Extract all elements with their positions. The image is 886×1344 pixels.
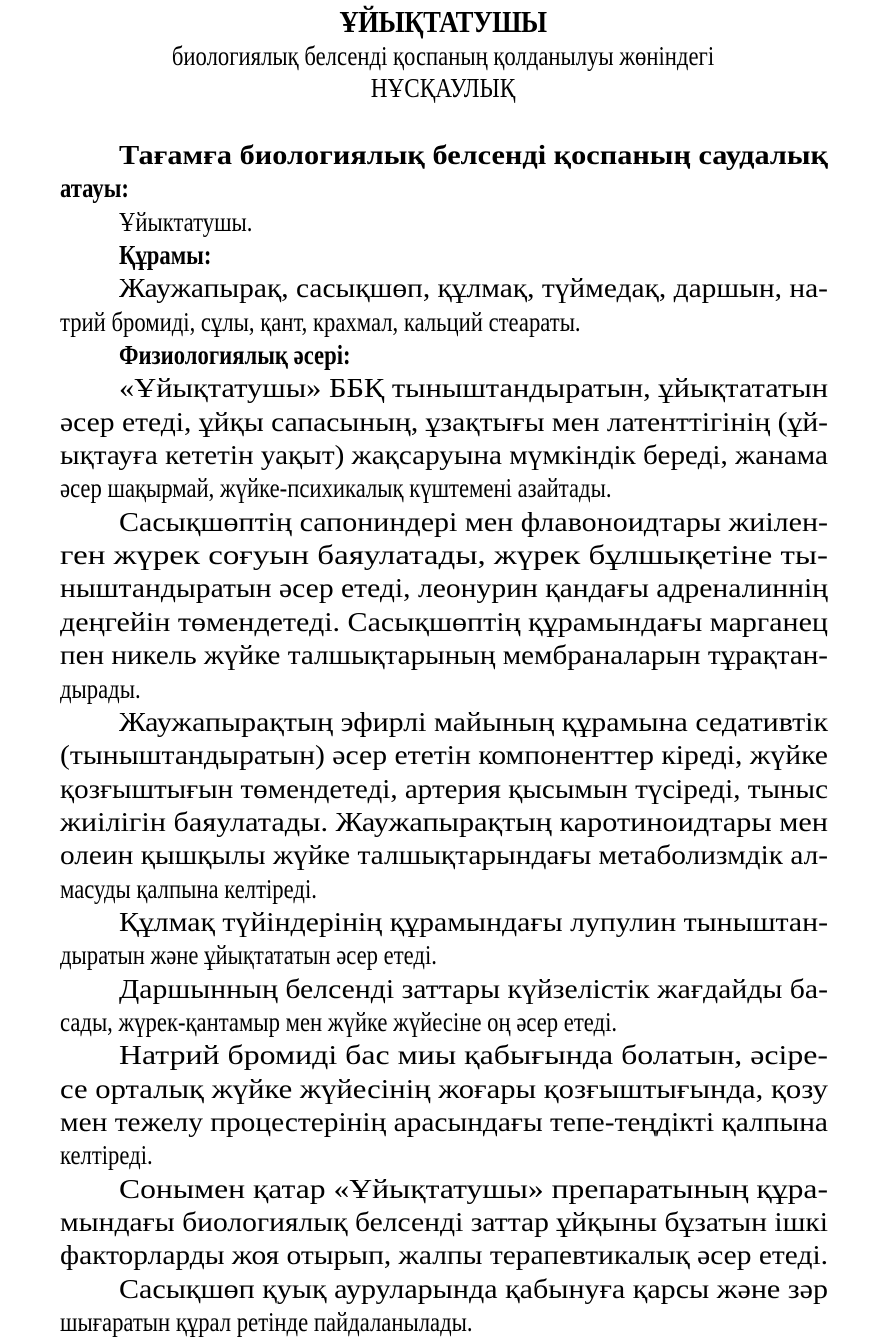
section-heading-text: Физиологиялық әсері: (119, 340, 351, 371)
body-text-line (60, 439, 828, 472)
body-text-line (60, 906, 828, 939)
body-text-line (60, 1173, 828, 1206)
body-text-line (60, 1306, 828, 1339)
body-text-line (60, 206, 828, 239)
paragraph-text: дырады. (60, 673, 141, 704)
paragraph-text: келтіреді. (60, 1140, 153, 1171)
document-subtitle: биологиялық белсенді қоспаның қолданылуы жөніндегі (171, 41, 715, 71)
body-text-line (60, 606, 828, 639)
body-text-line (60, 1073, 828, 1106)
paragraph-text: Сонымен қатар «Ұйықтатушы» препаратының құра- (119, 1173, 828, 1204)
paragraph-text: се орталық жүйке жүйесінің жоғары қозғыштығында, қозу (60, 1073, 828, 1104)
body-text-line (60, 1139, 828, 1172)
paragraph-text: дыратын және ұйықтататын әсер етеді. (60, 940, 437, 971)
body-text-line (60, 673, 828, 706)
paragraph-text: сады, жүрек-қантамыр мен жүйке жүйесіне оң әсер етеді. (60, 1006, 618, 1037)
body-text-line (60, 739, 828, 772)
body-text-line (60, 1039, 828, 1072)
document-body (60, 139, 828, 1339)
paragraph-text: деңгейін төмендетеді. Сасықшөптің құрамындағы марганец (60, 606, 828, 637)
body-text-line (60, 572, 828, 605)
paragraph-text: мындағы биологиялық белсенді заттар ұйқыны бұзатын ішкі (60, 1207, 828, 1237)
body-text-line (60, 939, 828, 972)
paragraph-text: олеин қышқылы жүйке талшықтарындағы метаболизмдік ал- (60, 840, 829, 871)
paragraph-text: шығаратын құрал ретінде пайдаланылады. (60, 1307, 473, 1338)
section-heading-text: атауы: (60, 173, 129, 204)
paragraph-text: Сасықшөп қуық ауруларында қабынуға қарсы және зәр (119, 1273, 828, 1304)
section-heading-line (60, 239, 828, 272)
paragraph-text: пен никель жүйке талшықтарының мембраналарын тұрақтан- (60, 640, 829, 671)
paragraph-text: әсер етеді, ұйқы сапасының, ұзақтығы мен латенттігінің (ұй- (60, 406, 829, 437)
body-text-line (60, 839, 828, 872)
paragraph-text: әсер шақырмай, жүйке-психикалық күштемені азайтады. (60, 473, 612, 504)
paragraph-text: «Ұйықтатушы» ББҚ тыныштандыратын, ұйықтататын (119, 373, 828, 404)
body-text-line (60, 1006, 828, 1039)
body-text-line (60, 873, 828, 906)
paragraph-text: ықтауға кететін уақыт) жақсаруына мүмкіндік береді, жанама (60, 440, 828, 471)
paragraph-text: ген жүрек соғуын баяулатады, жүрек бұлшықетіне ты- (60, 540, 828, 571)
section-heading-line (60, 172, 828, 205)
body-text-line (60, 773, 828, 806)
paragraph-text: Даршынның белсенді заттары күйзелістік жағдайды ба- (119, 973, 829, 1004)
product-title: ҰЙЫҚТАТУШЫ (339, 4, 547, 39)
body-text-line (60, 706, 828, 739)
section-heading-text: Тағамға биологиялық белсенді қоспаның саудалық (119, 140, 829, 170)
body-text-line (60, 472, 828, 505)
document-type-heading: НҰСҚАУЛЫҚ (370, 73, 516, 103)
body-text-line (60, 406, 828, 439)
paragraph-text: (тыныштандыратын) әсер ететін компоненттер кіреді, жүйке (60, 740, 828, 771)
body-text-line (60, 1106, 828, 1139)
paragraph-text: Натрий бромиді бас миы қабығында болатын, әсіре- (119, 1040, 828, 1071)
body-text-line (60, 973, 828, 1006)
body-text-line (60, 539, 828, 572)
section-heading-text: Құрамы: (119, 240, 212, 271)
paragraph-text: масуды қалпына келтіреді. (60, 873, 317, 904)
body-text-line (60, 1273, 828, 1306)
body-text-line (60, 506, 828, 539)
body-text-line (60, 1239, 828, 1272)
paragraph-text: Сасықшөптің сапониндері мен флавоноидтары жиілен- (119, 506, 829, 537)
paragraph-text: мен тежелу процестерінің арасындағы тепе-теңдікті қалпына (60, 1106, 828, 1137)
paragraph-text: ныштандыратын әсер етеді, леонурин қандағы адреналиннің (60, 573, 829, 604)
paragraph-text: қозғыштығын төмендетеді, артерия қысымын түсіреді, тыныс (60, 773, 829, 804)
paragraph-text: Жаужапырақтың эфирлі майының құрамына седативтік (119, 706, 829, 737)
paragraph-text: Жаужапырақ, сасықшөп, құлмақ, түймедақ, даршын, на- (119, 273, 828, 304)
paragraph-text: Құлмақ түйіндерінің құрамындағы лупулин тыныштан- (119, 906, 829, 937)
body-text-line (60, 1206, 828, 1239)
body-text-line (60, 306, 828, 339)
body-text-line (60, 272, 828, 305)
paragraph-text: жиілігін баяулатады. Жаужапырақтың каротиноидтары мен (60, 806, 828, 837)
paragraph-text: трий бромиді, сұлы, қант, крахмал, кальций стеараты. (60, 306, 581, 337)
paragraph-text: Ұйыктатушы. (119, 206, 253, 237)
body-text-line (60, 639, 828, 672)
body-text-line (60, 806, 828, 839)
section-heading-line (60, 339, 828, 372)
paragraph-text: факторларды жоя отырып, жалпы терапевтикалық әсер етеді. (60, 1240, 829, 1271)
body-text-line (60, 372, 828, 405)
section-heading-line (60, 139, 828, 172)
